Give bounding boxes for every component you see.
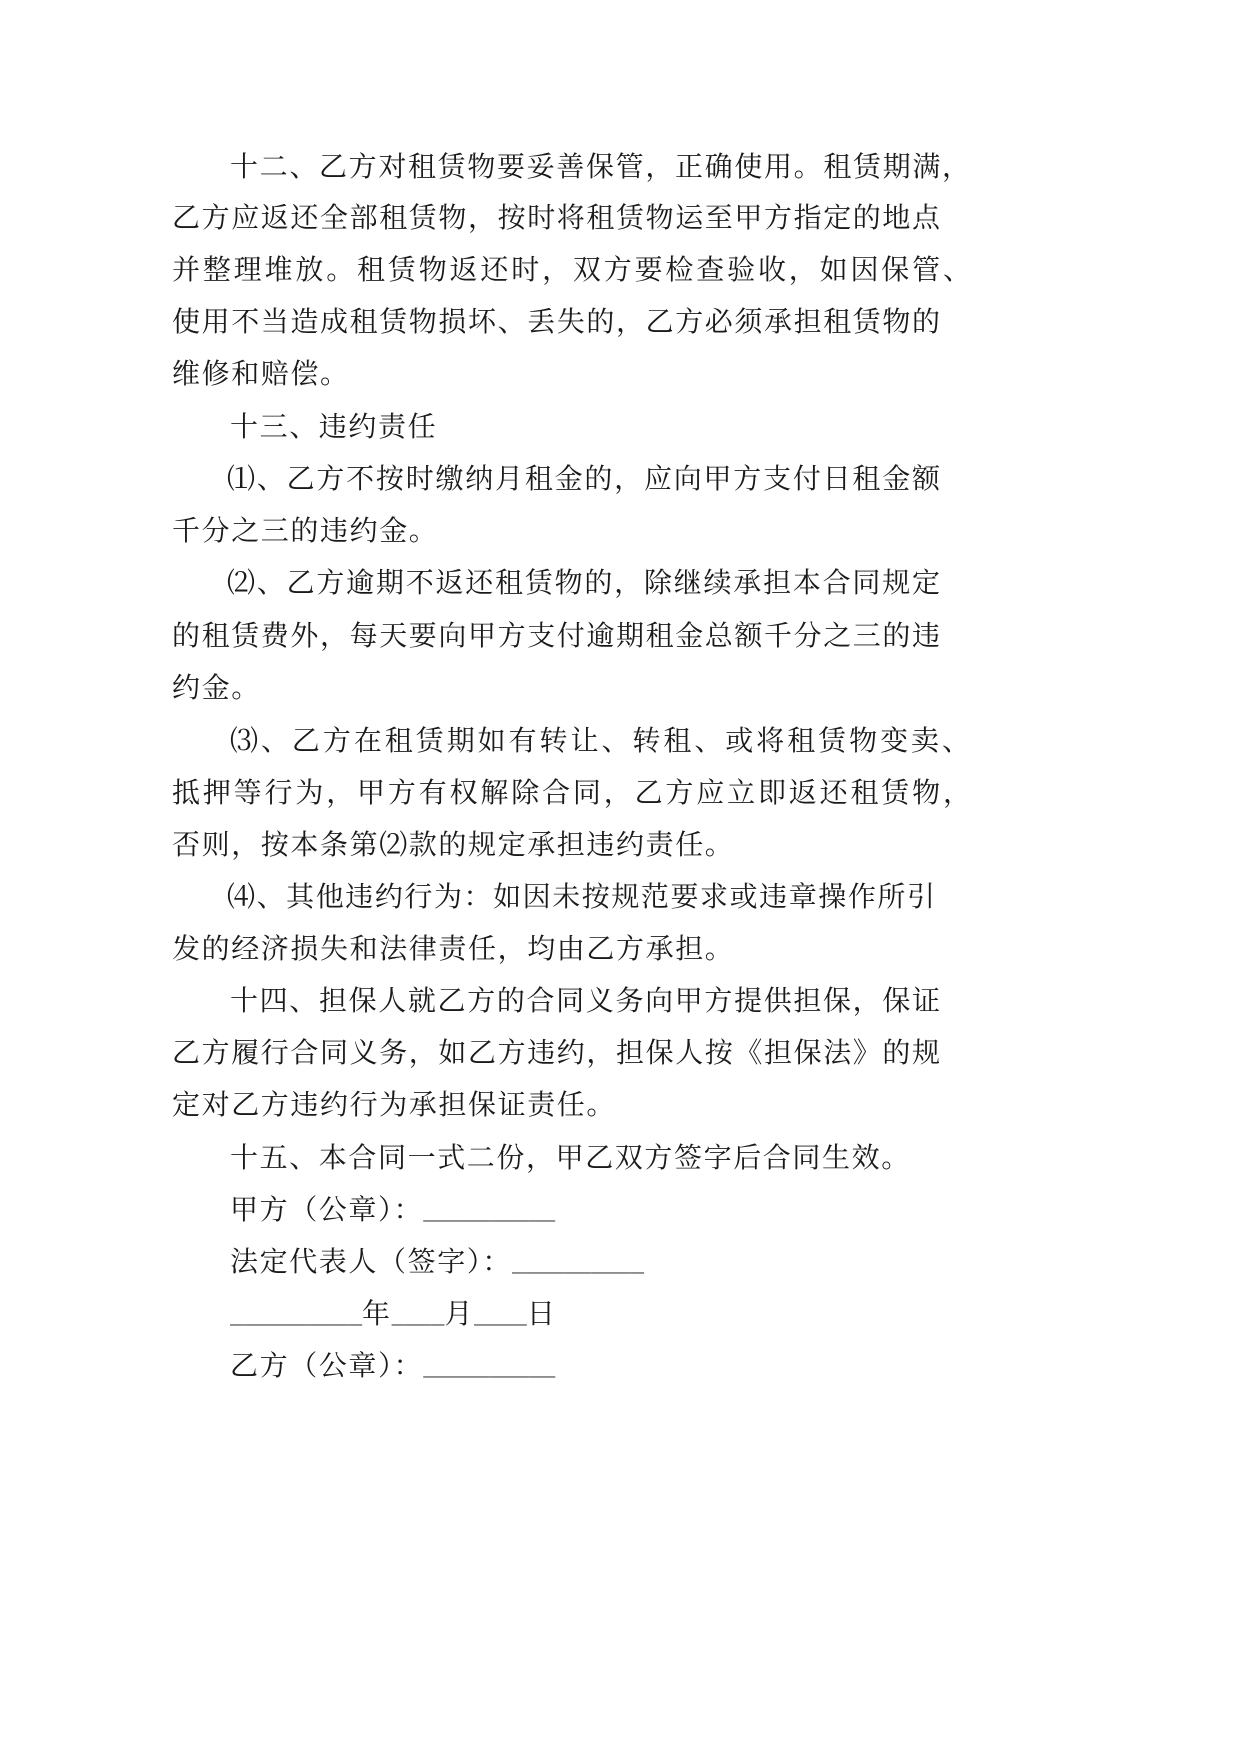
legal-rep-signature-line	[230, 1242, 644, 1282]
clause-15-line-1: 十五、本合同一式二份，甲乙双方签字后合同生效。	[230, 1141, 911, 1174]
clause-13-item-2-line-1: ⑵、乙方逾期不返还租赁物的，除继续承担本合同规定	[227, 566, 940, 599]
year-label: 年	[362, 1297, 392, 1330]
clause-12-line-4: 使用不当造成租赁物损坏、丢失的，乙方必须承担租赁物的	[172, 305, 940, 338]
clause-13-item-2-line-2: 的租赁费外，每天要向甲方支付逾期租金总额千分之三的违	[172, 619, 940, 652]
day-label: 日	[526, 1297, 557, 1330]
clause-14-line-2: 乙方履行合同义务，如乙方违约，担保人按《担保法》的规	[172, 1036, 940, 1069]
date-line	[230, 1294, 556, 1334]
day-blank: ____	[474, 1305, 527, 1330]
party-a-signature-line	[230, 1190, 555, 1230]
month-blank: ____	[391, 1305, 445, 1330]
clause-13-item-4-line-2: 发的经济损失和法律责任，均由乙方承担。	[172, 932, 735, 965]
clause-12-line-2: 乙方应返还全部租赁物，按时将租赁物运至甲方指定的地点	[172, 201, 940, 234]
clause-12-line-3: 并整理堆放。租赁物返还时，双方要检查验收，如因保管、	[172, 253, 971, 286]
clause-13-item-3-line-1: ⑶、乙方在租赁期如有转让、转租、或将租赁物变卖、	[230, 724, 970, 757]
party-b-label: 乙方（公章）：	[230, 1349, 424, 1382]
party-b-blank: __________	[423, 1357, 556, 1382]
clause-13-item-3-line-3: 否则，按本条第⑵款的规定承担违约责任。	[172, 828, 735, 861]
year-blank: __________	[230, 1305, 363, 1330]
clause-13-heading: 十三、违约责任	[230, 410, 438, 443]
clause-12-line-1: 十二、乙方对租赁物要妥善保管，正确使用。租赁期满，	[230, 150, 970, 183]
clause-14-line-3: 定对乙方违约行为承担保证责任。	[172, 1088, 617, 1121]
month-label: 月	[444, 1297, 475, 1330]
party-b-signature-line	[230, 1346, 555, 1386]
legal-rep-blank: __________	[512, 1253, 645, 1278]
clause-13-item-3-line-2: 抵押等行为，甲方有权解除合同，乙方应立即返还租赁物，	[172, 776, 971, 809]
clause-13-item-1-line-1: ⑴、乙方不按时缴纳月租金的，应向甲方支付日租金额	[227, 462, 940, 495]
legal-rep-label: 法定代表人（签字）：	[230, 1245, 513, 1278]
clause-14-line-1: 十四、担保人就乙方的合同义务向甲方提供担保，保证	[230, 984, 940, 1017]
party-a-blank: __________	[423, 1201, 556, 1226]
clause-13-item-4-line-1: ⑷、其他违约行为：如因未按规范要求或违章操作所引	[227, 880, 935, 913]
party-a-label: 甲方（公章）：	[230, 1193, 424, 1226]
clause-13-item-2-line-3: 约金。	[172, 671, 261, 704]
clause-12-line-5: 维修和赔偿。	[172, 357, 350, 390]
clause-13-item-1-line-2: 千分之三的违约金。	[172, 514, 439, 547]
